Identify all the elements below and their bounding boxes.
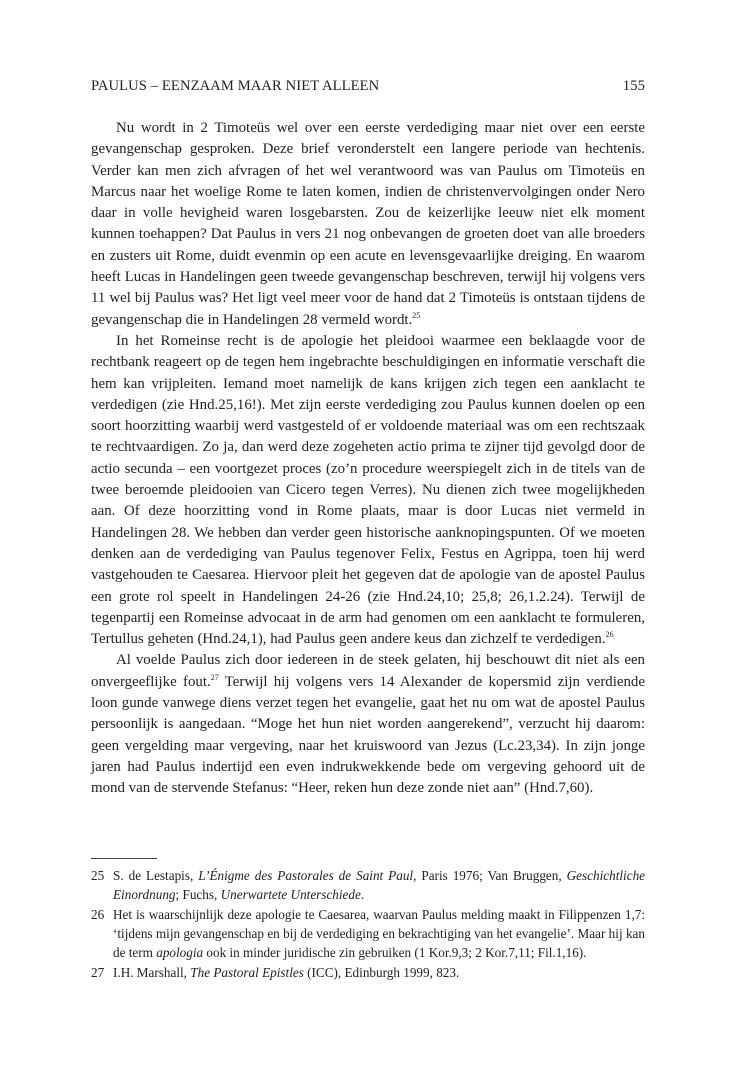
- footnote-text: Het is waarschijnlijk deze apologie te Caesarea, waarvan Paulus melding maakt in Filippenzen 1,7: ‘tijdens mijn gevangenschap en bij de verdediging en bekrachtiging van het evangelie’. Maar hij kan de term apologia ook in minder juridische zin gebruiken (1 Kor.9,3; 2 Kor.7,11; Fil.1,16).: [113, 906, 645, 961]
- footnote-ref[interactable]: 27: [210, 672, 219, 682]
- footnote-number: 26: [91, 906, 105, 922]
- footnote: [91, 866, 645, 904]
- footnote-text: S. de Lestapis, L’Énigme des Pastorales de Saint Paul, Paris 1976; Van Bruggen, Geschichtliche Einordnung; Fuchs, Unerwartete Unterschiede.: [113, 868, 646, 903]
- footnote-divider: [91, 858, 157, 859]
- paragraph: Nu wordt in 2 Timoteüs wel over een eerste verdediging maar niet over een eerste gevangenschap gesproken. Deze brief veronderstelt een langere periode van hechtenis. Verder kan men zich afvragen of het wel verantwoord was van Paulus om Timoteüs en Marcus naar het woelige Rome te laten komen, indien de christenvervolgingen onder Nero daar in volle hevigheid waren losgebarsten. Zou de keizerlijke leeuw niet elk moment kunnen toehappen? Dat Paulus in vers 21 nog onbevangen de groeten doet van alle broeders en zusters uit Rome, duidt evenmin op een acute en levensgevaarlijke dreiging. En waarom heeft Lucas in Handelingen geen tweede gevangenschap beschreven, terwijl hij volgens vers 11 wel bij Paulus was? Het ligt veel meer voor de hand dat 2 Timoteüs is ontstaan tijdens de gevangenschap die in Handelingen 28 vermeld wordt.$^{25}$: [91, 120, 645, 328]
- paragraph: Al voelde Paulus zich door iedereen in de steek gelaten, hij beschouwt dit niet als een onvergeeflijke fout.$^{27}$ Terwijl hij volgens vers 14 Alexander de kopersmid zijn verdiende loon gunde vanwege diens verzet tegen het evangelie, gaat het nu om wat de apostel Paulus persoonlijk is aangedaan. “Moge het hun niet worden aangerekend”, verzucht hij daarom: geen vergelding maar vergeving, naar het kruiswoord van Jezus (Lc.23,34). In zijn jonge jaren had Paulus indertijd een even indrukwekkende bede om vergeving gehoord uit de mond van de stervende Stefanus: “Heer, reken hun deze zonde niet aan” (Hnd.7,60).: [91, 652, 645, 797]
- footnote: [91, 905, 645, 963]
- footnote-ref[interactable]: 25: [412, 310, 421, 320]
- body-text: [91, 118, 645, 800]
- footnote-number: 25: [91, 868, 105, 883]
- page: [91, 78, 645, 800]
- running-title: PAULUS – EENZAAM MAAR NIET ALLEEN: [91, 78, 380, 94]
- paragraph: In het Romeinse recht is de apologie het pleidooi waarmee een beklaagde voor de rechtbank reageert op de tegen hem ingebrachte beschuldigingen en informatie verschaft die hem kan vrijpleiten. Iemand moet namelijk de kans krijgen zich tegen een aanklacht te verdedigen (zie Hnd.25,16!). Met zijn eerste verdediging zou Paulus kunnen doelen op een soort hoorzitting waarbij werd vastgesteld of er voldoende materiaal was om een rechtszaak te rechtvaardigen. Zo ja, dan werd deze zogeheten actio prima te zijner tijd gevolgd door de actio secunda – een voortgezet proces (zo’n procedure weerspiegelt zich in de titels van de twee beroemde pleidooien van Cicero tegen Verres). Nu dienen zich twee mogelijkheden aan. Of deze hoorzitting vond in Rome plaats, maar is door Lucas niet vermeld in Handelingen 28. We hebben dan verder geen historische aanknopingspunten. Of we moeten denken aan de verdediging van Paulus tegenover Felix, Festus en Agrippa, toen hij werd vastgehouden te Caesarea. Hiervoor pleit het gegeven dat de apologie van de apostel Paulus een grote rol speelt in Handelingen 24-26 (zie Hnd.24,10; 25,8; 26,1.2.24). Terwijl de tegenpartij een Romeinse advocaat in de arm had genomen om een aanklacht te formuleren, Tertullus geheten (Hnd.24,1), had Paulus geen andere keus dan zichzelf te verdedigen.$^{26}$: [91, 332, 645, 648]
- footnotes: [91, 866, 645, 983]
- footnote-text: I.H. Marshall, The Pastoral Epistles (ICC), Edinburgh 1999, 823.: [113, 965, 460, 981]
- running-header: [91, 78, 645, 98]
- page-number: 155: [622, 78, 645, 94]
- footnote-number: 27: [91, 965, 105, 981]
- footnote: [91, 963, 645, 982]
- footnote-ref[interactable]: 26: [605, 630, 614, 640]
